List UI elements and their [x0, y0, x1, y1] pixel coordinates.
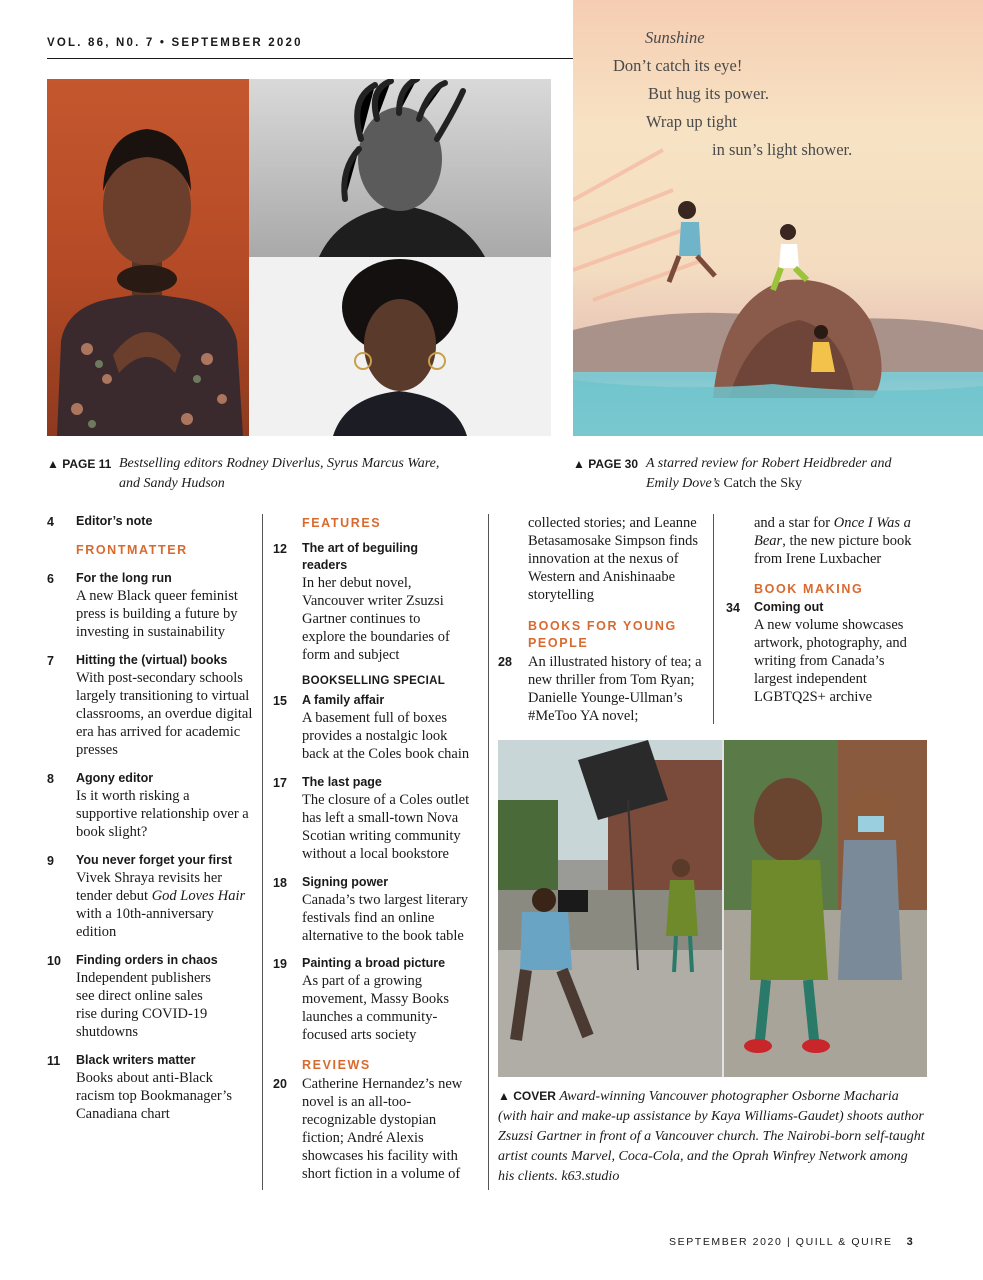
caption-page-30: [573, 454, 903, 491]
section-heading-book-making: BOOK MAKING: [754, 582, 864, 596]
toc-description: The closure of a Coles outlet has left a small-town Nova Scotian writing community without a local bookstore: [302, 792, 470, 862]
toc-title: For the long run: [76, 571, 172, 585]
toc-title: You never forget your first: [76, 853, 233, 867]
section-heading-frontmatter: FRONTMATTER: [76, 543, 188, 557]
portrait-syrus-marcus-ware: [249, 79, 551, 257]
poem-line: Wrap up tight: [646, 112, 737, 131]
section-heading-reviews: REVIEWS: [302, 1058, 371, 1072]
toc-description: Canada’s two largest literary festivals find an online alternative to the book table: [302, 892, 469, 944]
toc-entry-editors-note[interactable]: [47, 513, 252, 530]
toc-entry[interactable]: [47, 1052, 252, 1123]
toc-description: [76, 869, 257, 941]
toc-page-number: 10: [47, 954, 61, 968]
column-divider: [713, 514, 714, 724]
caption-page-11: [47, 454, 467, 491]
page-number: 3: [906, 1236, 913, 1248]
footer-text: SEPTEMBER 2020 | QUILL & QUIRE: [669, 1236, 893, 1248]
toc-page-number: 6: [47, 572, 54, 586]
poem-line: in sun’s light shower.: [712, 140, 853, 159]
toc-entry[interactable]: [273, 540, 483, 664]
toc-continued-text: [754, 514, 929, 568]
toc-description: In her debut novel, Vancouver writer Zsuzsi Gartner continues to explore the boundaries of form and subject: [302, 575, 450, 663]
toc-entry[interactable]: [273, 874, 483, 945]
toc-description: An illustrated history of tea; a new thriller from Tom Ryan; Danielle Younge-Ullman’s #MeToo YA novel;: [528, 654, 702, 724]
toc-page-number: 17: [273, 776, 287, 790]
toc-description: A basement full of boxes provides a nostalgic look back at the Coles book chain: [302, 710, 470, 762]
toc-description: Catherine Hernandez’s new novel is an all-too-recognizable dystopian fiction; André Alexis showcases his facility with short fiction in a volume of: [302, 1076, 463, 1182]
toc-title: Signing power: [302, 875, 389, 889]
toc-title: Black writers matter: [76, 1053, 196, 1067]
toc-continued-text-part: , the new picture book from Irene Luxbacher: [754, 533, 912, 567]
toc-description-text: with a 10th-anniversary edition: [76, 906, 214, 940]
caption-body-text: A starred review for Robert Heidbreder and Emily Dove’s: [646, 456, 892, 491]
book-illustration-catch-the-sky: [573, 0, 983, 436]
toc-page-number: 11: [47, 1054, 61, 1068]
toc-description: A new volume showcases artwork, photography, and writing from Canada’s largest independent LGBTQ2S+ archive: [754, 617, 907, 705]
toc-entry[interactable]: [498, 653, 708, 725]
toc-continued-text: collected stories; and Leanne Betasamosake Simpson finds innovation at the nexus of Western and Anishinaabe storytelling: [528, 515, 698, 603]
toc-page-number: 34: [726, 601, 740, 615]
column-divider: [262, 514, 263, 1190]
toc-description-text: Vivek Shraya revisits her tender debut: [76, 870, 223, 904]
toc-page-number: 4: [47, 515, 54, 529]
section-heading-features: FEATURES: [302, 516, 382, 530]
toc-entry[interactable]: [726, 599, 936, 706]
toc-book-title: God Loves Hair: [151, 888, 246, 904]
cover-shoot-photo: [498, 740, 927, 1077]
toc-description: Books about anti-Black racism top Bookmanager’s Canadiana chart: [76, 1070, 232, 1122]
toc-title: The last page: [302, 775, 382, 789]
toc-title: Hitting the (virtual) books: [76, 653, 228, 667]
toc-entry[interactable]: [47, 652, 257, 759]
toc-page-number: 8: [47, 772, 54, 786]
caption-body: Bestselling editors Rodney Diverlus, Syrus Marcus Ware, and Sandy Hudson: [119, 456, 440, 491]
toc-title: Coming out: [754, 600, 824, 614]
toc-entry[interactable]: [273, 774, 483, 863]
toc-title: The art of beguiling readers: [302, 541, 418, 572]
toc-page-number: 15: [273, 694, 287, 708]
toc-description: Is it worth risking a supportive relationship over a book slight?: [76, 788, 249, 840]
toc-entry[interactable]: [273, 955, 483, 1044]
section-heading-young-people: BOOKS FOR YOUNG PEOPLE: [528, 619, 677, 650]
caption-body: Award-winning Vancouver photographer Osborne Macharia (with hair and make-up assistance by Kaya Williams-Gaudet) shoots author Zsuzsi Gartner in front of a Vancouver church. The Nairobi-born self-taught artist counts Marvel, Coca-Cola, and the Oprah Winfrey Network among his clients. k63.studio: [498, 1089, 925, 1184]
toc-entry[interactable]: [273, 692, 483, 763]
issue-line: VOL. 86, N0. 7 • SEPTEMBER 2020: [47, 37, 303, 49]
toc-entry[interactable]: [47, 770, 252, 841]
toc-entry[interactable]: [47, 570, 252, 641]
toc-continued-text-part: and a star for: [754, 515, 834, 531]
toc-title: Agony editor: [76, 771, 154, 785]
toc-page-number: 19: [273, 957, 287, 971]
toc-title: Editor’s note: [76, 514, 153, 528]
header-rule: [47, 58, 573, 59]
portrait-rodney-diverlus: [47, 79, 249, 436]
poem-title: Sunshine: [645, 28, 705, 47]
toc-page-number: 18: [273, 876, 287, 890]
caption-book-title: Catch the Sky: [723, 476, 803, 491]
toc-page-number: 28: [498, 655, 512, 669]
caption-body: [646, 454, 906, 494]
poem-line: Don’t catch its eye!: [613, 56, 743, 75]
toc-title: A family affair: [302, 693, 385, 707]
toc-title: Finding orders in chaos: [76, 953, 218, 967]
subsection-heading-bookselling: BOOKSELLING SPECIAL: [302, 675, 446, 687]
toc-page-number: 7: [47, 654, 54, 668]
toc-book-title: Once I Was a Bear: [754, 515, 911, 549]
toc-description: With post-secondary schools largely transitioning to virtual classrooms, an overdue digital era has arrived for academic presses: [76, 670, 253, 758]
portrait-sandy-hudson: [249, 257, 551, 436]
toc-title: Painting a broad picture: [302, 956, 446, 970]
poem-line: But hug its power.: [648, 84, 770, 103]
toc-description: A new Black queer feminist press is building a future by investing in sustainability: [76, 588, 238, 640]
column-divider: [488, 514, 489, 1190]
toc-page-number: 20: [273, 1077, 287, 1091]
toc-entry[interactable]: [273, 1075, 483, 1183]
toc-page-number: 9: [47, 854, 54, 868]
caption-tag: ▲ PAGE 30: [573, 457, 639, 471]
caption-cover: [498, 1086, 927, 1187]
toc-description: Independent publishers see direct online sales rise during COVID-19 shutdowns: [76, 970, 211, 1040]
toc-page-number: 12: [273, 542, 287, 556]
caption-tag: ▲ PAGE 11: [47, 457, 112, 471]
toc-description: As part of a growing movement, Massy Books launches a community-focused arts society: [302, 973, 450, 1043]
toc-entry[interactable]: [47, 852, 257, 941]
caption-tag: ▲ COVER: [498, 1089, 556, 1103]
page-footer: [669, 1236, 913, 1248]
toc-entry[interactable]: [47, 952, 252, 1041]
